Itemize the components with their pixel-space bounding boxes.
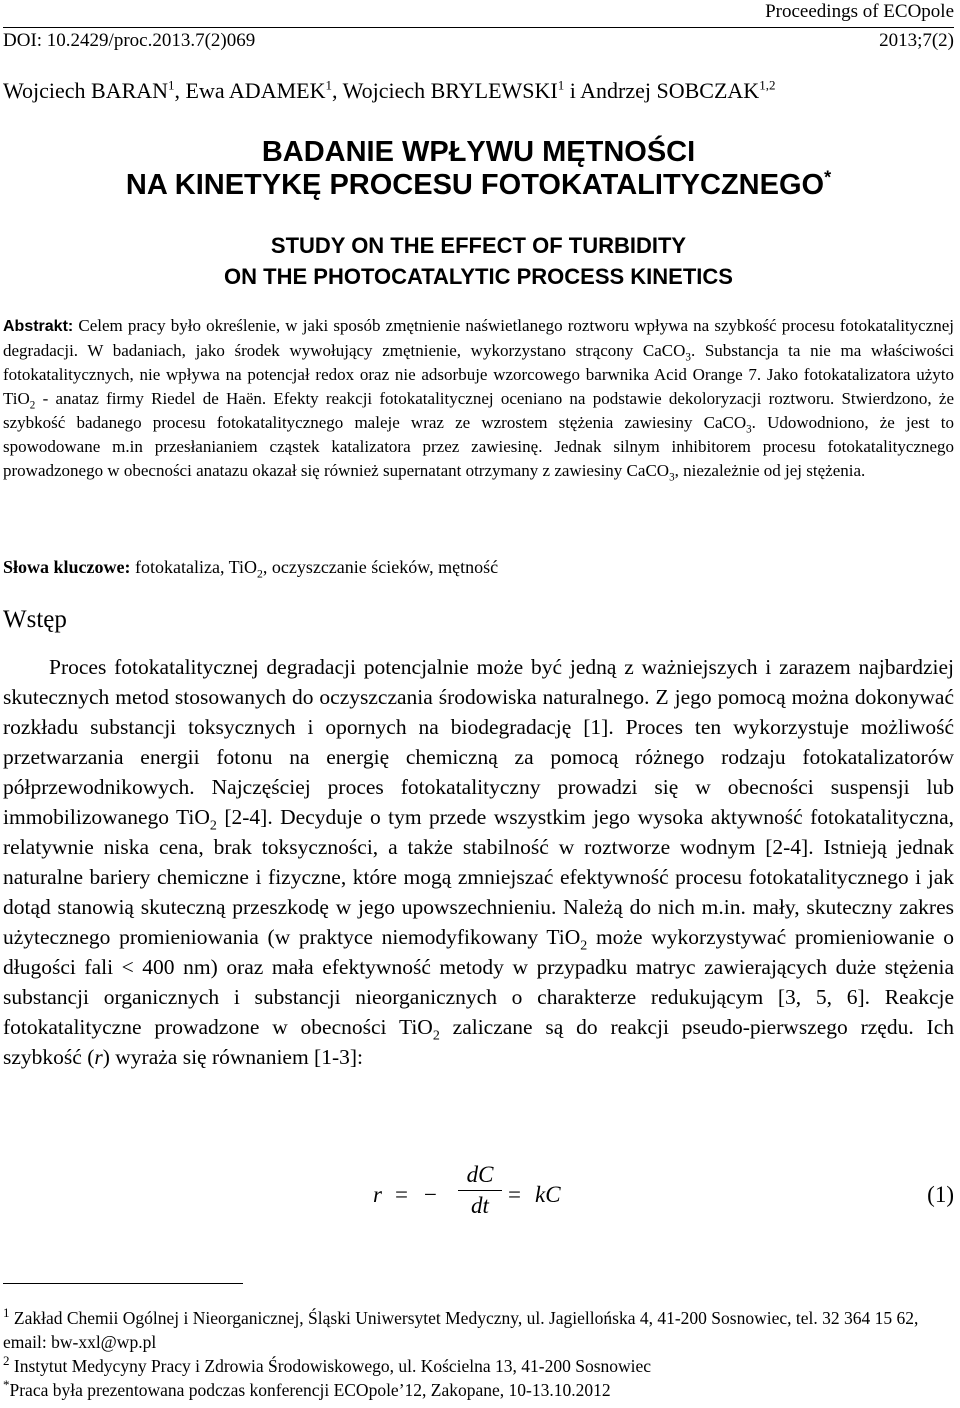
eq-fraction — [458, 1162, 502, 1219]
body-text: [2-4]. Decyduje o tym przede wszystkim jego wysoka aktywność fotokatalityczna, relatywnie niska cena, brak toksyczności, a także stabilność w roztworze wodnym [2-4]. Istnieją jednak naturalne bariery chemiczne i fizyczne, które mogą zmniejszać efektywność procesu fotokatalitycznego i jak dotąd stanowią skuteczną przeszkodę w jego upowszechnieniu. Należą do nich m.in. mały, skuteczny zakres użytecznego promieniowania (w praktyce niemodyfikowany TiO — [3, 805, 954, 949]
title-line: BADANIE WPŁYWU MĘTNOŚCI — [261, 136, 696, 168]
footnote-rule — [3, 1283, 243, 1284]
subscript: 2 — [209, 818, 217, 834]
equation-1 — [3, 1162, 954, 1232]
footnote-mark: * — [824, 167, 832, 188]
subscript: 3 — [669, 471, 675, 484]
title-line — [3, 169, 954, 202]
affiliation-mark: 1 — [557, 77, 565, 93]
eq-numerator: dC — [458, 1162, 502, 1191]
author-separator: , — [331, 78, 343, 103]
eq-rhs: kC — [535, 1182, 561, 1207]
doi: DOI: 10.2429/proc.2013.7(2)069 — [3, 30, 256, 51]
title-line: STUDY ON THE EFFECT OF TURBIDITY — [270, 233, 687, 258]
journal-name: Proceedings of ECOpole — [765, 1, 954, 22]
abstract-label: Abstrakt: — [3, 318, 74, 335]
footnote-mark: * — [3, 1377, 10, 1393]
abstract-text: . Substancja ta nie ma właściwości fotokatalitycznych, nie wpływa na potencjał redox oraz nie adsorbuje wzorcowego barwnika Acid Orange 7. Jako fotokatalizatora użyto TiO — [3, 341, 954, 408]
title-line-text: NA KINETYKĘ PROCESU FOTOKATALITYCZNEGO — [125, 169, 825, 201]
eq-lhs: r — [373, 1182, 382, 1207]
doi-row — [3, 30, 954, 52]
footnote-text: Praca była prezentowana podczas konferencji ECOpole’12, Zakopane, 10-13.10.2012 — [9, 1380, 611, 1400]
abstract-text: Celem pracy było określenie, w jaki sposób zmętnienie naświetlanego roztworu wpływa na szybkość procesu fotokatalitycznej degradacji. W badaniach, jako środek wywołujący zmętnienie, wykorzystano strącony CaCO — [3, 316, 954, 360]
footnote-text: Zakład Chemii Ogólnej i Nieorganicznej, Śląski Uniwersytet Medyczny, ul. Jagiellońska 4, 41-200 Sosnowiec, tel. 32 364 15 62, email: bw-xxl@wp.pl — [3, 1308, 919, 1352]
author-name: Andrzej SOBCZAK — [580, 78, 760, 103]
body-text: Proces fotokatalitycznej degradacji potencjalnie może być jedną z ważniejszych i zarazem najbardziej skutecznych metod stosowanych do oczyszczania środowiska naturalnego. Z jego pomocą można dokonywać rozkładu substancji toksycznych i opornych na biodegradację [1]. Proces ten wykorzystuje możliwość przetwarzania energii fotonu na energię chemiczną za pomocą różnego rodzaju fotokatalizatorów półprzewodnikowych. Najczęściej proces fotokatalityczny prowadzi się w obecności suspensji lub immobilizowanego TiO — [3, 655, 954, 829]
header-rule — [3, 27, 954, 28]
author-name: Ewa ADAMEK — [185, 78, 326, 103]
subscript: 3 — [685, 351, 691, 364]
footnote-text: Instytut Medycyny Pracy i Zdrowia Środowiskowego, ul. Kościelna 13, 41-200 Sosnowiec — [9, 1356, 652, 1376]
keywords-text: fotokataliza, TiO — [130, 557, 257, 577]
title-line: ON THE PHOTOCATALYTIC PROCESS KINETICS — [224, 264, 733, 289]
eq-equals: = — [508, 1182, 521, 1207]
equation-number: (1) — [927, 1182, 954, 1207]
subscript: 3 — [746, 423, 752, 436]
author-separator: i — [564, 78, 581, 103]
keywords-label: Słowa kluczowe: — [3, 557, 131, 577]
body-text: może wykorzystywać promieniowanie o długości fali < 400 nm) oraz mała efektywność metody w przypadku matryc zawierających duże stężenia substancji organicznych i substancji nieorganicznych o charakterze redukującym [3, 5, 6]. Reakcje fotokatalityczne prowadzone w obecności TiO — [3, 925, 954, 1039]
subscript: 2 — [29, 399, 36, 412]
footnote-mark: 1 — [3, 1305, 10, 1321]
volume: 2013;7(2) — [879, 30, 954, 51]
eq-minus: − — [424, 1182, 437, 1207]
abstract — [3, 314, 954, 483]
affiliation-mark: 1 — [168, 77, 175, 93]
footnotes — [3, 1306, 954, 1402]
author-name: Wojciech BARAN — [3, 78, 169, 103]
title-polish — [3, 136, 954, 202]
footnote-1 — [3, 1306, 954, 1354]
section-heading: Wstęp — [3, 606, 67, 633]
footnote-3 — [3, 1378, 954, 1402]
affiliation-mark: 1 — [325, 77, 332, 93]
eq-equals: = — [395, 1182, 408, 1207]
keywords — [3, 557, 954, 581]
subscript: 2 — [580, 938, 588, 954]
author-separator: , — [174, 78, 186, 103]
variable-r: r — [94, 1045, 103, 1069]
abstract-text: , niezależnie od jej stężenia. — [674, 461, 866, 480]
affiliation-mark: 1,2 — [759, 77, 776, 93]
title-english — [3, 230, 954, 292]
body-text: zaliczane są do reakcji pseudo-pierwszego rzędu. Ich szybkość ( — [3, 1015, 954, 1069]
subscript: 2 — [257, 567, 263, 581]
footnote-2 — [3, 1354, 954, 1378]
subscript: 2 — [432, 1028, 440, 1044]
author-list — [3, 78, 954, 104]
body-text: ) wyraża się równaniem [1-3]: — [102, 1045, 364, 1069]
abstract-text: - anataz firmy Riedel de Haën. Efekty reakcji fotokatalitycznej oceniano na podstawie dekoloryzacji roztworu. Stwierdzono, że szybkość badanego procesu fotokatalitycznego maleje wraz ze wzrostem stężenia zawiesiny CaCO — [3, 389, 954, 432]
author-name: Wojciech BRYLEWSKI — [342, 78, 558, 103]
abstract-text: . Udowodniono, że jest to spowodowane m.in przesłanianiem cząstek katalizatora przez zawiesinę. Jednak silnym inhibitorem procesu fotokatalitycznego prowadzonego w obecności anatazu okazał się również supernatant otrzymany z zawiesiny CaCO — [3, 413, 954, 480]
footnote-mark: 2 — [3, 1353, 10, 1369]
body-paragraph — [3, 652, 954, 1072]
eq-denominator: dt — [471, 1193, 489, 1218]
keywords-text: , oczyszczanie ścieków, mętność — [262, 557, 499, 577]
